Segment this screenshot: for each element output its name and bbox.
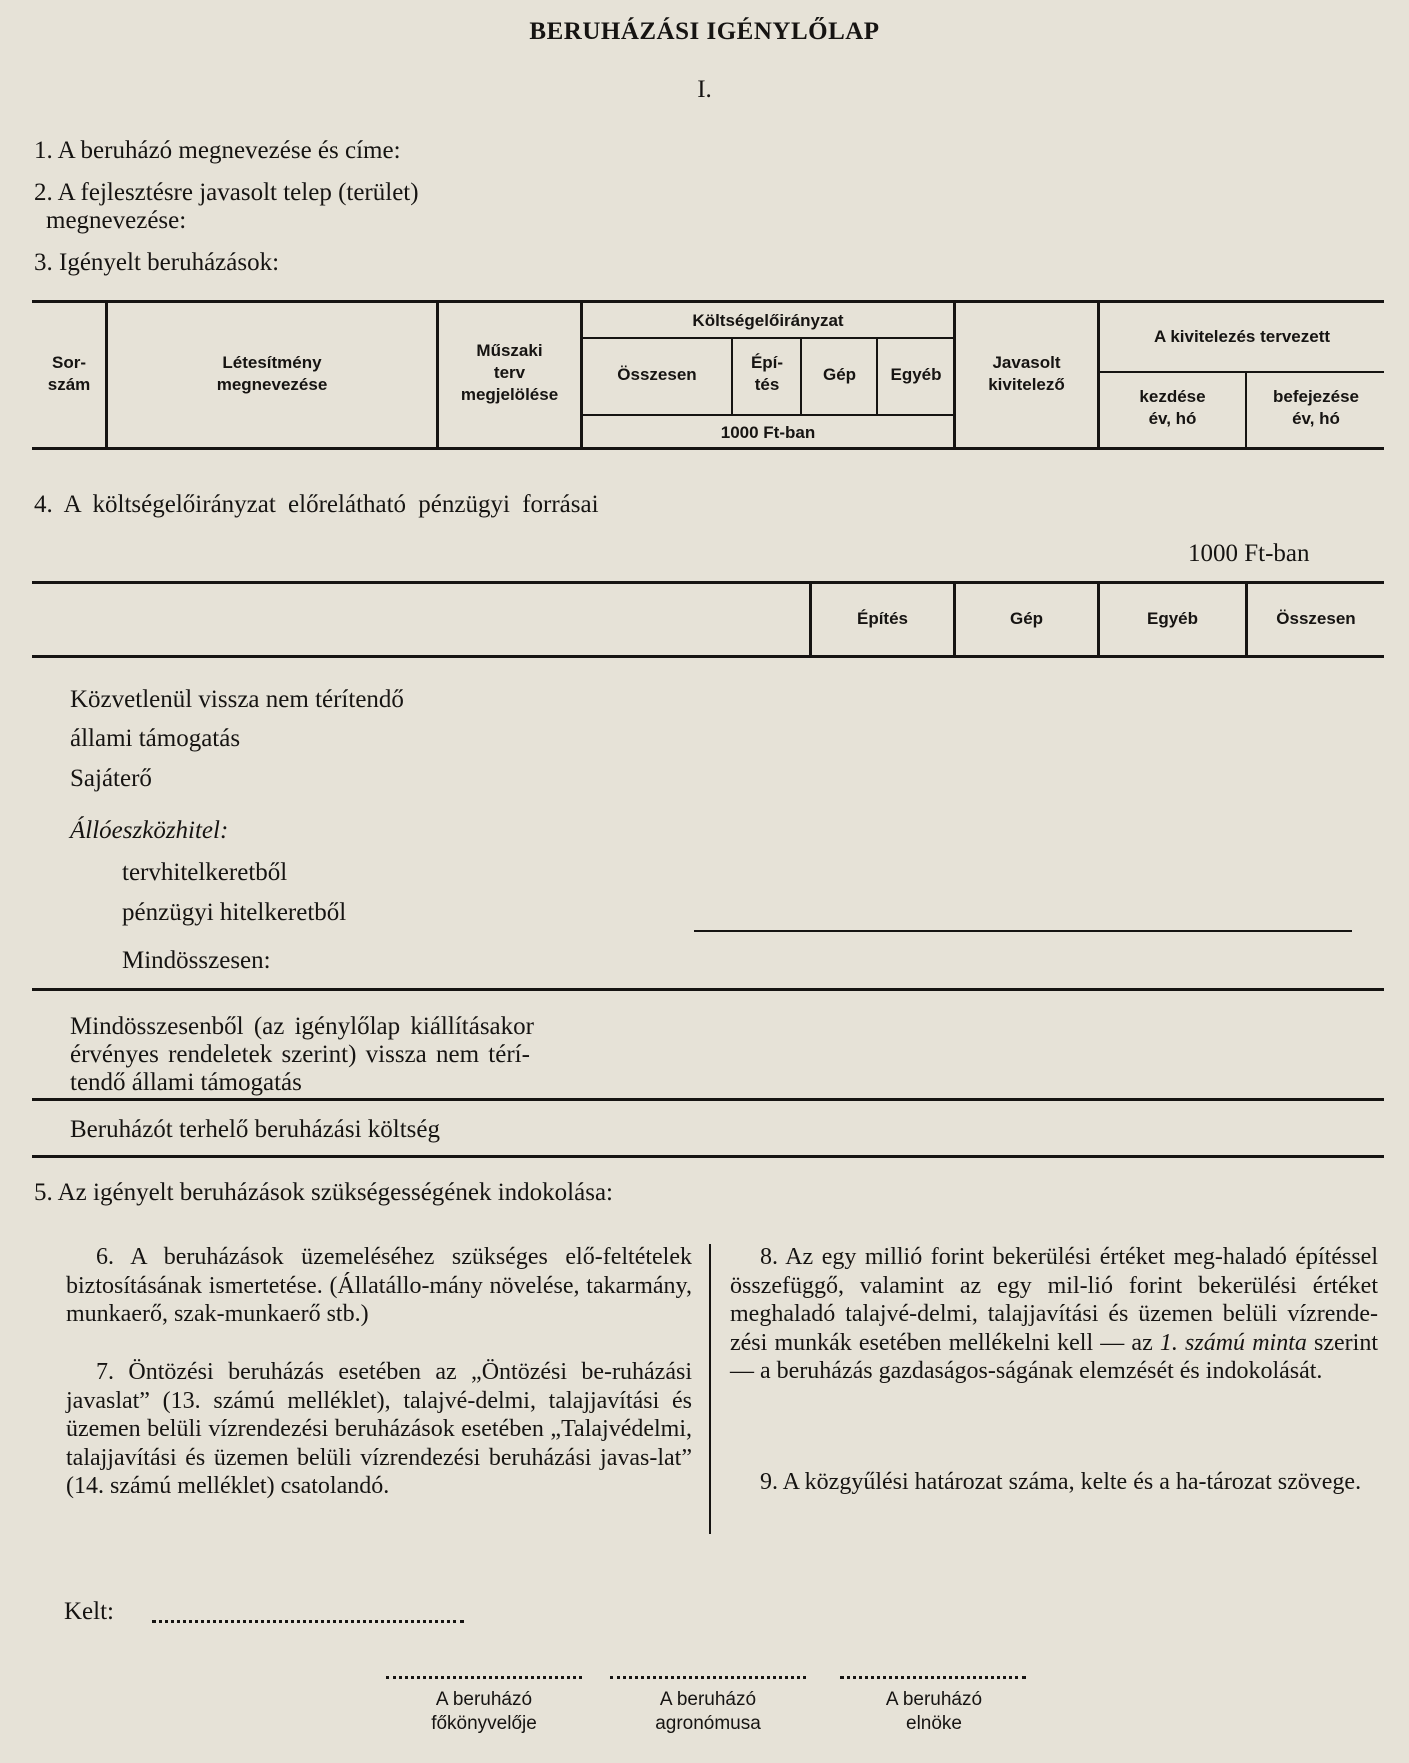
col-epites: Épí- tés <box>750 353 784 394</box>
row-mindosszesenbol-2: érvényes rendeletek szerint) vissza nem térí- <box>70 1041 530 1068</box>
row-allami-tamogatas: állami támogatás <box>70 725 241 752</box>
item-5-label: 5. Az igényelt beruházások szükségességének indokolása: <box>34 1179 613 1206</box>
kelt-label: Kelt: <box>64 1598 114 1625</box>
col-letesitmeny: Létesítmény megnevezése <box>216 353 328 394</box>
signature-line-elnok[interactable] <box>840 1676 1026 1679</box>
col-gep: Gép <box>822 365 857 384</box>
item-3-label: 3. Igényelt beruházások: <box>34 249 280 276</box>
col-befejezese: befejezése év, hó <box>1273 387 1359 428</box>
item-9-text: 9. A közgyűlési határozat száma, kelte és a ha-tározat szövege. <box>760 1469 1362 1495</box>
col-koltsegeloiranyzat: Költségelőirányzat <box>692 311 844 330</box>
row-alloeszkozhitel: Állóeszközhitel: <box>70 817 229 844</box>
col-muszaki-terv: Műszaki terv megjelölése <box>460 341 559 404</box>
col-kivitelezes-tervezett: A kivitelezés tervezett <box>1153 327 1331 346</box>
item-8-text-b: szerint — a beruházás gazdaságos-ságának elemzését és indokolását. <box>730 1329 1378 1384</box>
signature-fokonyvelo: A beruházó főkönyvelője <box>431 1689 537 1734</box>
row-tervhitelkeret: tervhitelkeretből <box>122 859 288 886</box>
section-number: I. <box>697 76 712 103</box>
kelt-date-line[interactable] <box>152 1620 464 1623</box>
col-javasolt-kivitelezo: Javasolt kivitelező <box>988 353 1065 394</box>
signature-line-agronomus[interactable] <box>610 1676 806 1679</box>
row-beruhazot-terhelo: Beruházót terhelő beruházási költség <box>70 1116 440 1143</box>
table1-unit: 1000 Ft-ban <box>720 423 816 442</box>
row-vissza-nem-teritendo: Közvetlenül vissza nem térítendő <box>70 686 404 713</box>
item-8-text <box>730 1243 1378 1386</box>
t2-col-osszesen: Összesen <box>1276 609 1356 628</box>
t2-col-gep: Gép <box>1009 609 1044 628</box>
item-7-text: 7. Öntözési beruházás esetében az „Öntözési be-ruházási javaslat” (13. számú melléklet), talajvé-delmi, talajjavítási és üzemen belüli vízrendezési beruházások esetében „Talajvédelmi, talajjavítási és üzemen belüli vízrendezési beruházási javas-lat” (14. számú melléklet) csatolandó. <box>66 1359 692 1499</box>
col-osszesen: Összesen <box>617 365 697 384</box>
row-mindosszesenbol-3: tendő állami támogatás <box>70 1069 302 1096</box>
signature-elnok: A beruházó elnöke <box>885 1689 983 1734</box>
item-8-minta: 1. számú minta <box>1159 1329 1307 1356</box>
row-mindosszesenbol-1: Mindösszesenből (az igénylőlap kiállításakor <box>70 1013 534 1040</box>
item-4-label: 4. A költségelőirányzat előrelátható pénzügyi forrásai <box>34 491 599 518</box>
col-kezdese: kezdése év, hó <box>1139 387 1206 428</box>
row-penzugyi-hitelkeret: pénzügyi hitelkeretből <box>122 899 347 926</box>
row-mindosszesen: Mindösszesen: <box>122 947 271 974</box>
col-egyeb: Egyéb <box>890 365 942 384</box>
item-8-text-a: 8. Az egy millió forint bekerülési értéket meg-haladó építéssel összefüggő, valamint az egy mil-lió forint bekerülési értéket meghaladó talajvé-delmi, talajjavítási és üzemen belüli vízrende-zési munkák esetében mellékelni kell — az <box>730 1244 1378 1356</box>
form-title: BERUHÁZÁSI IGÉNYLŐLAP <box>529 18 880 45</box>
t2-col-egyeb: Egyéb <box>1146 609 1199 628</box>
item-6-text: 6. A beruházások üzemeléséhez szükséges elő-feltételek biztosításának ismertetése. (Állatállo-mány növelése, takarmány, munkaerő, szak-munkaerő stb.) <box>66 1244 692 1327</box>
table2-unit: 1000 Ft-ban <box>1188 540 1310 567</box>
item-1-label: 1. A beruházó megnevezése és címe: <box>34 137 401 164</box>
signature-agronomus: A beruházó agronómusa <box>655 1689 761 1734</box>
row-sajatero: Sajáterő <box>70 765 152 792</box>
item-2-label: 2. A fejlesztésre javasolt telep (terület) <box>34 179 419 206</box>
signature-line-fokonyvelo[interactable] <box>386 1676 582 1679</box>
col-sorszam: Sor- szám <box>47 353 91 394</box>
item-2-label-cont: megnevezése: <box>46 207 187 234</box>
t2-col-epites: Építés <box>856 609 909 628</box>
